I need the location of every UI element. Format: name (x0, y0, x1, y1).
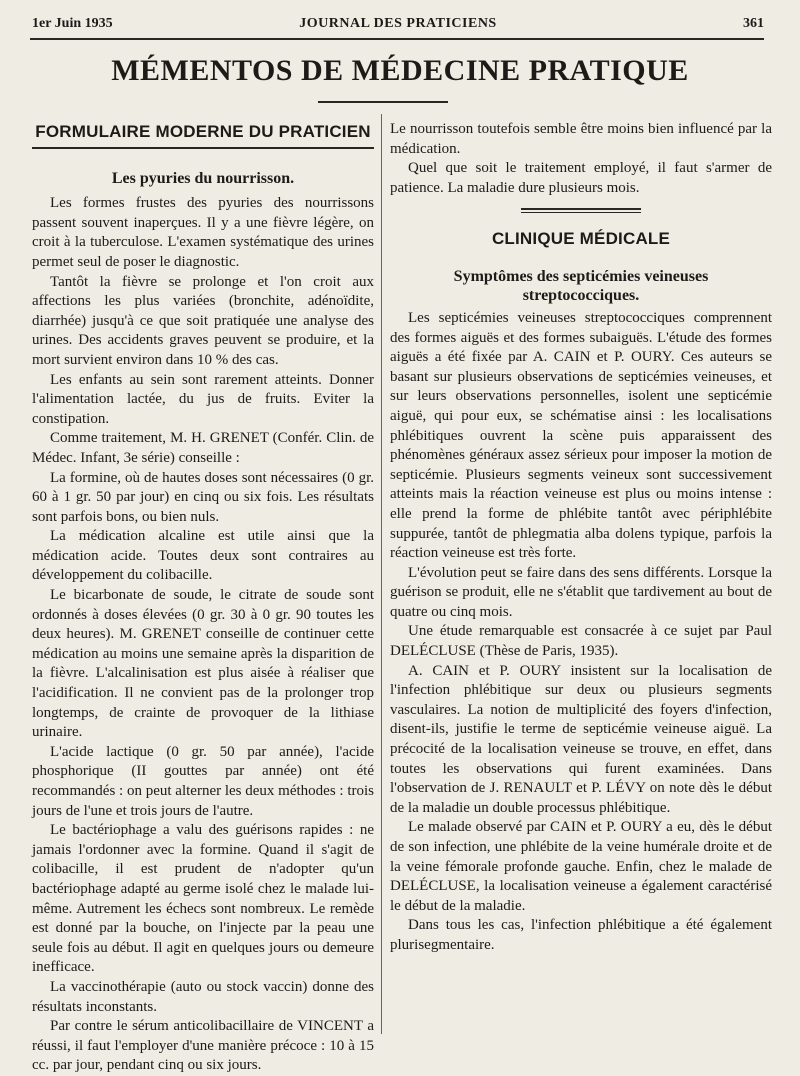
right-column (390, 120, 772, 956)
journal-name: JOURNAL DES PRATICIENS (299, 16, 497, 31)
paragraph: Les septicémies veineuses streptococciques comprennent des formes aiguës et des formes subaiguës. L'étude des formes aiguës a été fixée par A. CAIN et P. OURY. Ces auteurs se basant sur plusieurs observations de septicémies veineuses, et sur leurs observations personnelles, isolent une septicémie aiguë, qui pour eux, se schématise ainsi : les localisations phlébitiques ouvrent la scène puis apparaissent des phénomènes généraux assez sérieux pour imposer la motion de septicémie. Plusieurs segments veineux sont successivement atteints mais la réaction veineuse est plus ou moins intense : elle prend la forme de phlébite tantôt avec périphlébite suppurée, tantôt de phlegmatia alba dolens typique, parfois la réaction veineuse est très forte. (390, 309, 772, 562)
paragraph: Les formes frustes des pyuries des nourrissons passent souvent inaperçues. Il y a une fièvre légère, on croit à la tuberculose. L'examen systématique des urines permet seul de poser le diagnostic. (32, 195, 374, 270)
paragraph: Dans tous les cas, l'infection phlébitique a été également plurisegmentaire. (390, 917, 772, 953)
paragraph: L'évolution peut se faire dans des sens différents. Lorsque la guérison se produit, elle ne s'établit que tardivement au bout de quatre ou cinq mois. (390, 564, 772, 620)
running-header (32, 16, 764, 36)
column-divider (381, 114, 382, 1034)
section-heading-formulaire: FORMULAIRE MODERNE DU PRATICIEN (35, 122, 371, 141)
page-title: MÉMENTOS DE MÉDECINE PRATIQUE (111, 54, 689, 87)
article-title-septicemies: Symptômes des septicémies veineuses streptococciques. (453, 267, 709, 304)
paragraph: Le bactériophage a valu des guérisons rapides : ne jamais l'ordonner avec la formine. Quand il s'agit de colibacille, il est prudent de n'adopter qu'un bactériophage adapté au germe isolé chez le malade lui-même. Autrement les échecs sont nombreux. Le remède est donné par la bouche, on l'injecte par la peau une seule fois au début. Il agit en quelques jours ou demeure inefficace. (32, 822, 374, 976)
section-heading-clinique: CLINIQUE MÉDICALE (491, 229, 671, 249)
paragraph: A. CAIN et P. OURY insistent sur la localisation de l'infection phlébitique sur deux ou plusieurs segments vasculaires. La notion de multiplicité des foyers d'infection, disent-ils, justifie le terme de septicémie veineuse aiguë. La précocité de la localisation veineuse se trouve, en effet, dans toutes les observations qui furent examinées. Dans l'observation de J. RENAULT et P. LÉVY on note dès le début de la maladie un double processus phlébitique. (390, 662, 772, 816)
paragraph: Tantôt la fièvre se prolonge et l'on croit aux affections les plus variées (bronchite, adénoïdite, diarrhée) jusqu'à ce que soit pratiquée une analyse des urines. Des accidents graves peuvent se produire, et la mort survient environ dans 10 % des cas. (32, 273, 374, 368)
continuation-paragraph: Quel que soit le traitement employé, il faut s'armer de patience. La maladie dure plusieurs mois. (390, 160, 772, 196)
title-rule (318, 101, 448, 103)
page-number: 361 (743, 16, 764, 31)
continuation-paragraph: Le nourrisson toutefois semble être moins bien influencé par la médication. (390, 121, 772, 157)
paragraph: Par contre le sérum anticolibacillaire de VINCENT a réussi, il faut l'employer d'une manière précoce : 10 à 15 cc. par jour, pendant cinq ou six jours. (32, 1018, 374, 1074)
paragraph: La vaccinothérapie (auto ou stock vaccin) donne des résultats inconstants. (32, 978, 374, 1015)
section-rule (32, 147, 374, 149)
paragraph: La formine, où de hautes doses sont nécessaires (0 gr. 60 à 1 gr. 50 par jour) en cinq ou six fois. Les résultats sont parfois bons, ou bien nuls. (32, 469, 374, 525)
article-title-pyuries: Les pyuries du nourrisson. (111, 169, 295, 187)
paragraph: Le malade observé par CAIN et P. OURY a eu, dès le début de son infection, une phlébite de la veine humérale droite et de la veine fémorale profonde gauche. Enfin, chez le malade de DELÉCLUSE, la localisation veineuse a également caractérisé le début de la maladie. (390, 819, 772, 914)
paragraph: La médication alcaline est utile ainsi que la médication acide. Toutes deux sont contraires au développement du colibacille. (32, 528, 374, 584)
double-rule-separator (521, 208, 641, 213)
header-rule (30, 38, 764, 40)
paragraph: Une étude remarquable est consacrée à ce sujet par Paul DELÉCLUSE (Thèse de Paris, 1935). (390, 623, 772, 660)
paragraph: Le bicarbonate de soude, le citrate de soude sont ordonnés à doses élevées (0 gr. 30 à 0 gr. 90 toutes les deux heures). M. GRENET conseille de continuer cette médication au moins une semaine après la disparition de la fièvre. L'alcalinisation est plus aisée à réaliser que l'acidification. Il ne convient pas de la prolonger trop longtemps, de crainte de provoquer de la lithiase urinaire. (32, 587, 374, 741)
issue-date: 1er Juin 1935 (32, 16, 113, 31)
paragraph: L'acide lactique (0 gr. 50 par année), l'acide phosphorique (II gouttes par année) ont été recommandés : on peut alterner les deux méthodes : trois jours de l'une et trois jours de l'autre. (32, 743, 374, 819)
left-column (32, 114, 374, 1076)
paragraph: Les enfants au sein sont rarement atteints. Donner l'alimentation lactée, du jus de fruits. Eviter la constipation. (32, 371, 374, 427)
paragraph: Comme traitement, M. H. GRENET (Confér. Clin. de Médec. Infant, 3e série) conseille : (32, 430, 374, 466)
